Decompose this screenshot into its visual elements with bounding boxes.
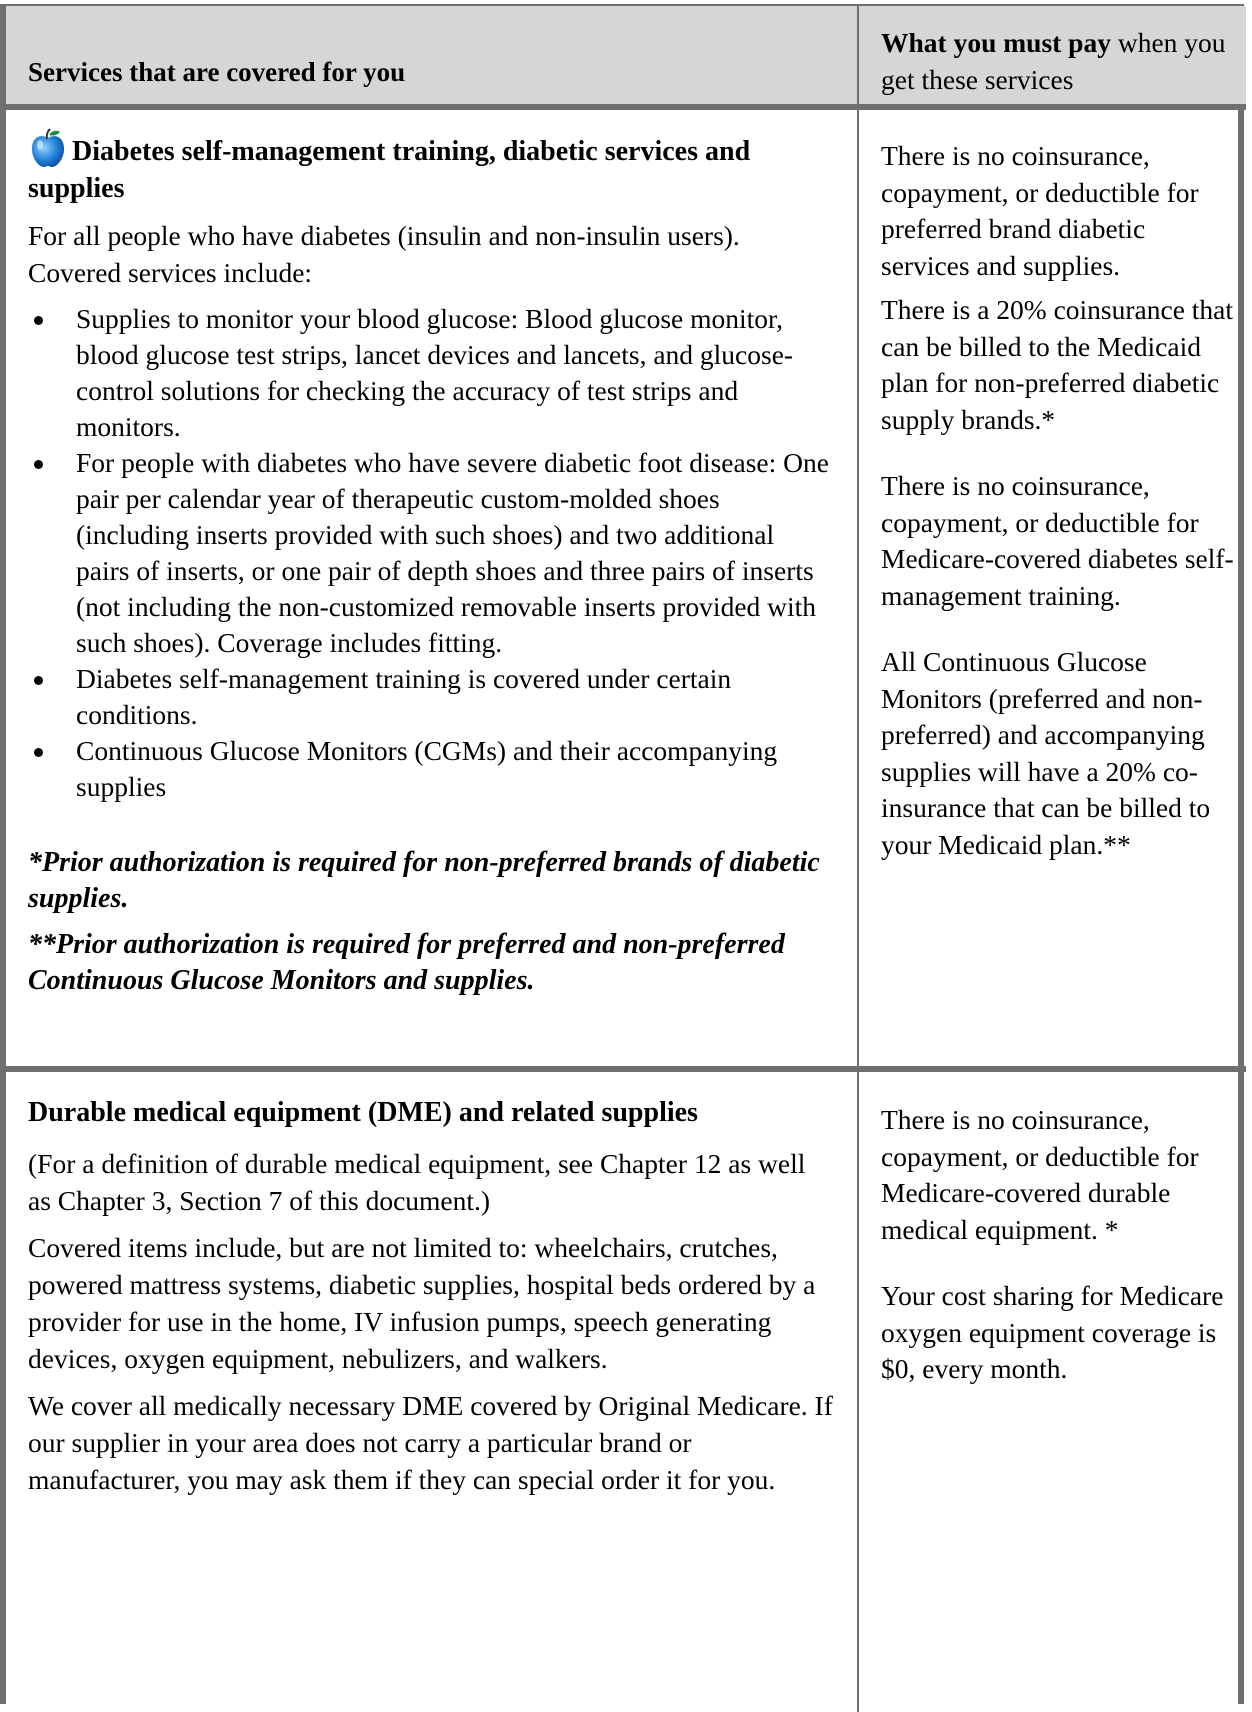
diabetes-pay-cell — [859, 110, 1246, 1066]
header-pay-rest: when you get these services — [881, 27, 1226, 95]
diabetes-title-block — [28, 128, 833, 207]
table-header-row — [6, 6, 1246, 110]
diabetes-pay-text-4: All Continuous Glucose Monitors (preferred and non-preferred) and accompanying supplies will have a 20% co-insurance that can be billed to your Medicaid plan.** — [881, 646, 1211, 860]
header-services-cell — [6, 6, 859, 104]
header-services-label: Services that are covered for you — [28, 57, 406, 87]
diabetes-note-2: **Prior authorization is required for preferred and non-preferred Continuous Glucose Monitors and supplies. — [28, 929, 785, 996]
diabetes-intro: For all people who have diabetes (insulin and non-insulin users). Covered services include: — [28, 220, 740, 288]
header-pay-bold: What you must pay — [881, 27, 1111, 58]
dme-pay-cell — [859, 1072, 1246, 1712]
list-item-text: For people with diabetes who have severe diabetic foot disease: One pair per calendar year of therapeutic custom-molded shoes (including inserts provided with such shoes) and two additional pairs of inserts, or one pair of depth shoes and three pairs of inserts (not including the non-customized removable inserts provided with such shoes). Coverage includes fitting. — [76, 447, 829, 658]
bullet-icon — [34, 316, 43, 325]
list-item — [28, 445, 833, 661]
dme-original-medicare-text: We cover all medically necessary DME covered by Original Medicare. If our supplier in your area does not carry a particular brand or manufacturer, you may ask them if they can special order it for you. — [28, 1390, 833, 1495]
bullet-icon — [34, 676, 43, 685]
list-item — [28, 301, 833, 445]
diabetes-note-1: *Prior authorization is required for non-preferred brands of diabetic supplies. — [28, 847, 820, 914]
dme-pay-text-2: Your cost sharing for Medicare oxygen equipment coverage is $0, every month. — [881, 1280, 1224, 1384]
bullet-icon — [34, 460, 43, 469]
apple-icon — [28, 128, 68, 168]
list-item — [28, 661, 833, 733]
dme-definition-text: (For a definition of durable medical equipment, see Chapter 12 as well as Chapter 3, Section 7 of this document.) — [28, 1148, 806, 1216]
diabetes-pay-text-2: There is a 20% coinsurance that can be billed to the Medicaid plan for non-preferred diabetic supply brands.* — [881, 294, 1234, 435]
list-item-text: Continuous Glucose Monitors (CGMs) and their accompanying supplies — [76, 735, 778, 802]
dme-row — [6, 1072, 1246, 1712]
list-item-text: Diabetes self-management training is covered under certain conditions. — [76, 663, 732, 730]
list-item — [28, 733, 833, 805]
header-pay-cell — [859, 6, 1246, 104]
dme-pay-text-1: There is no coinsurance, copayment, or deductible for Medicare-covered durable medical equipment. * — [881, 1104, 1199, 1245]
dme-services-cell — [6, 1072, 859, 1712]
diabetes-title: Diabetes self-management training, diabetic services and supplies — [28, 136, 751, 204]
dme-covered-items-text: Covered items include, but are not limited to: wheelchairs, crutches, powered mattress systems, diabetic supplies, hospital beds ordered by a provider for use in the home, IV infusion pumps, speech generating devices, oxygen equipment, nebulizers, and walkers. — [28, 1232, 816, 1374]
diabetes-pay-text-1: There is no coinsurance, copayment, or deductible for preferred brand diabetic services and supplies. — [881, 140, 1199, 281]
dme-title: Durable medical equipment (DME) and related supplies — [28, 1097, 698, 1128]
diabetes-pay-text-3: There is no coinsurance, copayment, or deductible for Medicare-covered diabetes self-management training. — [881, 470, 1234, 611]
diabetes-services-cell — [6, 110, 859, 1066]
diabetes-bullet-list — [28, 301, 833, 805]
list-item-text: Supplies to monitor your blood glucose: Blood glucose monitor, blood glucose test strips, lancet devices and lancets, and glucose-control solutions for checking the accuracy of test strips and monitors. — [76, 303, 794, 442]
diabetes-row — [6, 110, 1246, 1072]
bullet-icon — [34, 748, 43, 757]
